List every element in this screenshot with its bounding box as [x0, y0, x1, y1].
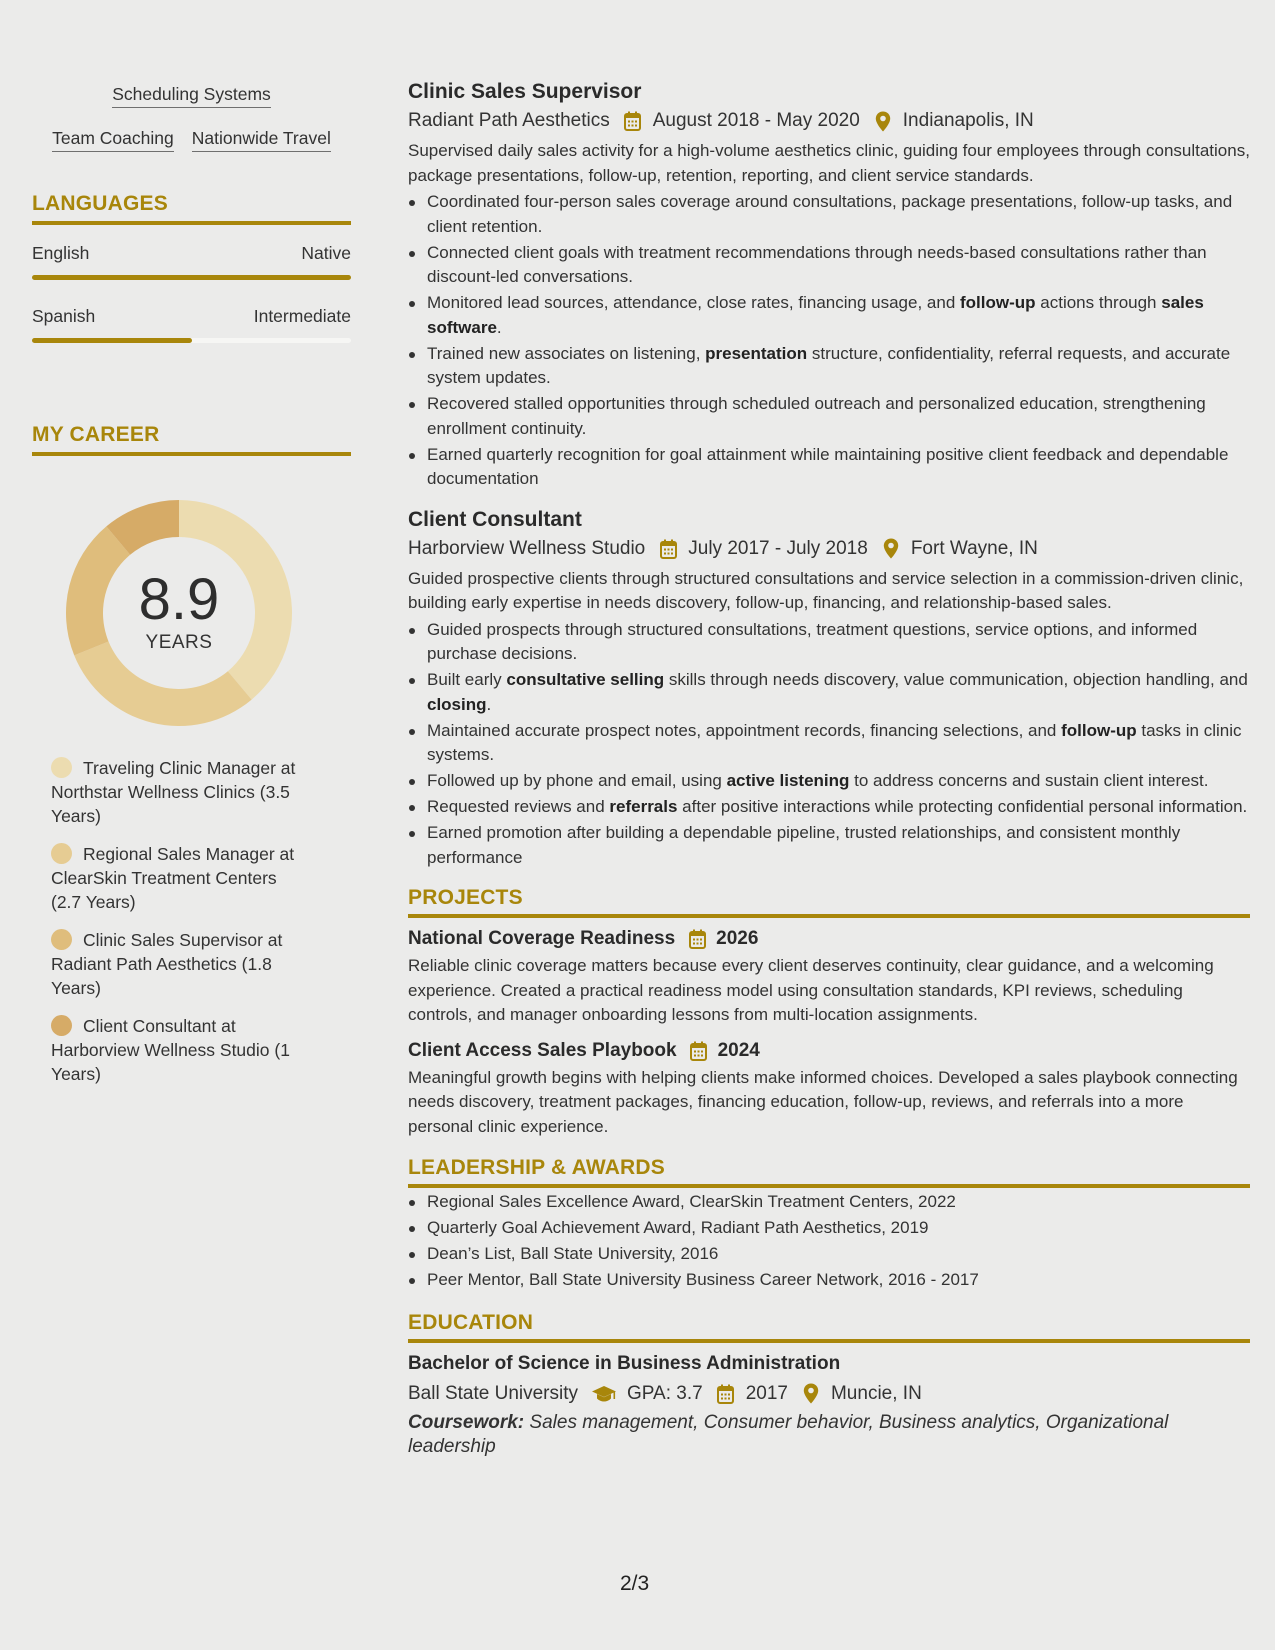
map-pin-icon	[801, 1383, 821, 1405]
language-level: Intermediate	[253, 306, 351, 326]
project-year: 2024	[717, 1039, 760, 1061]
degree-title	[408, 1351, 1250, 1377]
bullet-item: Trained new associates on listening, presentation structure, confidentiality, referral requests, and accurate system updates.	[408, 342, 1250, 391]
languages-section	[32, 192, 351, 343]
job-entry	[408, 506, 1250, 871]
calendar-icon	[623, 110, 643, 132]
calendar-icon	[689, 1040, 709, 1062]
bullet-item: Monitored lead sources, attendance, close rates, financing usage, and follow-up actions through sales software.	[408, 291, 1250, 340]
legend-label: Client Consultant at Harborview Wellness Studio (1 Years)	[51, 1016, 290, 1084]
bullet-item: Built early consultative selling skills through needs discovery, value communication, objection handling, and closing.	[408, 668, 1250, 717]
language-level: Native	[301, 243, 351, 263]
language-bar-fill	[32, 275, 351, 280]
job-company: Radiant Path Aesthetics	[408, 110, 610, 131]
legend-item	[51, 1014, 302, 1086]
career-donut-chart	[66, 500, 292, 726]
award-item: Dean’s List, Ball State University, 2016	[408, 1242, 1250, 1267]
bullet-item: Coordinated four-person sales coverage around consultations, package presentations, follow-up tasks, and client retention.	[408, 190, 1250, 239]
language-row	[32, 306, 351, 327]
award-item: Quarterly Goal Achievement Award, Radiant Path Aesthetics, 2019	[408, 1216, 1250, 1241]
project-entry	[408, 926, 1250, 1028]
job-dates: July 2017 - July 2018	[688, 537, 868, 559]
calendar-icon	[687, 928, 707, 950]
job-summary: Guided prospective clients through structured consultations and service selection in a commission-driven clinic, building early expertise in needs discovery, follow-up, financing, and relationship-based sales.	[408, 568, 1244, 612]
language-spanish	[32, 306, 351, 343]
award-item: Regional Sales Excellence Award, ClearSkin Treatment Centers, 2022	[408, 1190, 1250, 1215]
career-heading: MY CAREER	[32, 423, 351, 456]
education-location: Muncie, IN	[830, 1382, 922, 1404]
legend-item	[51, 928, 302, 1000]
project-year: 2026	[716, 928, 759, 949]
legend-dot	[51, 757, 72, 778]
job-title: Client Consultant	[408, 507, 582, 531]
language-bar-fill	[32, 338, 192, 343]
bullet-item: Requested reviews and referrals after positive interactions while protecting confidential personal information.	[408, 795, 1250, 820]
bullet-item: Guided prospects through structured consultations, treatment questions, service options, and informed purchase decisions.	[408, 618, 1250, 667]
career-section	[32, 423, 351, 1086]
job-entry	[408, 78, 1250, 492]
job-location: Fort Wayne, IN	[910, 537, 1038, 559]
bullet-item: Maintained accurate prospect notes, appointment records, financing selections, and follow-up tasks in clinic systems.	[408, 719, 1250, 768]
skills-list	[32, 84, 351, 152]
job-title: Clinic Sales Supervisor	[408, 80, 642, 103]
bullet-item: Earned promotion after building a dependable pipeline, trusted relationships, and consistent monthly performance	[408, 821, 1250, 870]
project-entry	[408, 1038, 1250, 1140]
project-description: Meaningful growth begins with helping clients make informed choices. Developed a sales playbook connecting needs discovery, treatment packages, financing education, follow-up, reviews, and referrals into a more personal clinic experience.	[408, 1067, 1238, 1136]
page-number: 2/3	[620, 1572, 650, 1595]
bullet-item: Followed up by phone and email, using active listening to address concerns and sustain client interest.	[408, 769, 1250, 794]
project-header	[408, 926, 1250, 952]
project-name: National Coverage Readiness	[408, 928, 676, 949]
language-row	[32, 243, 351, 264]
donut-center	[66, 500, 292, 726]
legend-dot	[51, 843, 72, 864]
education-gpa: GPA: 3.7	[627, 1382, 703, 1404]
language-bar	[32, 275, 351, 280]
degree-name: Bachelor of Science in Business Administration	[408, 1352, 841, 1374]
language-name: Spanish	[32, 306, 96, 326]
job-company: Harborview Wellness Studio	[408, 537, 646, 559]
education-heading: EDUCATION	[408, 1311, 1250, 1343]
language-english	[32, 243, 351, 280]
bullet-item: Connected client goals with treatment recommendations through needs-based consultations rather than discount-led conversations.	[408, 241, 1250, 290]
project-description: Reliable clinic coverage matters because every client deserves continuity, clear guidance, and a welcoming experience. Created a practical readiness model using consultation standards, KPI reviews, scheduling controls, and manager onboarding lessons from multi-location assignments.	[408, 956, 1214, 1024]
project-name: Client Access Sales Playbook	[408, 1039, 677, 1061]
legend-item	[51, 842, 302, 914]
bullet-item: Earned quarterly recognition for goal attainment while maintaining positive client feedback and dependable documentation	[408, 443, 1250, 492]
skill-tag: Team Coaching	[52, 128, 174, 152]
awards-heading: LEADERSHIP & AWARDS	[408, 1156, 1250, 1188]
project-header	[408, 1038, 1250, 1064]
career-total-years: 8.9	[138, 567, 220, 632]
calendar-icon	[716, 1383, 736, 1405]
coursework-label: Coursework:	[408, 1411, 525, 1433]
legend-item	[51, 756, 302, 828]
bullet-item: Recovered stalled opportunities through scheduled outreach and personalized education, strengthening enrollment continuity.	[408, 392, 1250, 441]
languages-heading: LANGUAGES	[32, 192, 351, 225]
career-unit-label: YEARS	[145, 632, 213, 653]
legend-label: Regional Sales Manager at ClearSkin Treatment Centers (2.7 Years)	[51, 844, 295, 912]
awards-list	[408, 1190, 1250, 1293]
coursework-text: Sales management, Consumer behavior, Business analytics, Organizational leadership	[408, 1411, 1169, 1457]
skills-row	[32, 128, 351, 152]
skills-row	[32, 84, 351, 108]
education-year: 2017	[745, 1382, 788, 1404]
job-bullets	[408, 618, 1250, 871]
coursework	[408, 1411, 1250, 1459]
career-legend	[32, 756, 302, 1086]
language-name: English	[32, 243, 90, 263]
left-column	[32, 84, 351, 1100]
calendar-icon	[658, 538, 678, 560]
education-meta	[408, 1381, 1250, 1407]
job-summary: Supervised daily sales activity for a high-volume aesthetics clinic, guiding four employees through consultations, package presentations, follow-up, retention, reporting, and client service standards.	[408, 141, 1250, 185]
job-bullets	[408, 190, 1250, 492]
award-item: Peer Mentor, Ball State University Business Career Network, 2016 - 2017	[408, 1268, 1250, 1293]
map-pin-icon	[873, 110, 893, 132]
skill-tag: Scheduling Systems	[112, 84, 271, 108]
graduation-cap-icon	[591, 1383, 617, 1405]
job-meta	[408, 536, 1250, 562]
job-dates: August 2018 - May 2020	[652, 110, 860, 131]
legend-dot	[51, 929, 72, 950]
legend-label: Clinic Sales Supervisor at Radiant Path Aesthetics (1.8 Years)	[51, 930, 283, 998]
language-bar	[32, 338, 351, 343]
job-location: Indianapolis, IN	[902, 110, 1034, 131]
job-meta	[408, 108, 1250, 134]
right-column	[408, 78, 1250, 1459]
legend-label: Traveling Clinic Manager at Northstar Wellness Clinics (3.5 Years)	[51, 758, 296, 826]
projects-heading: PROJECTS	[408, 886, 1250, 918]
legend-dot	[51, 1015, 72, 1036]
map-pin-icon	[881, 538, 901, 560]
school-name: Ball State University	[408, 1382, 579, 1404]
skill-tag: Nationwide Travel	[192, 128, 331, 152]
